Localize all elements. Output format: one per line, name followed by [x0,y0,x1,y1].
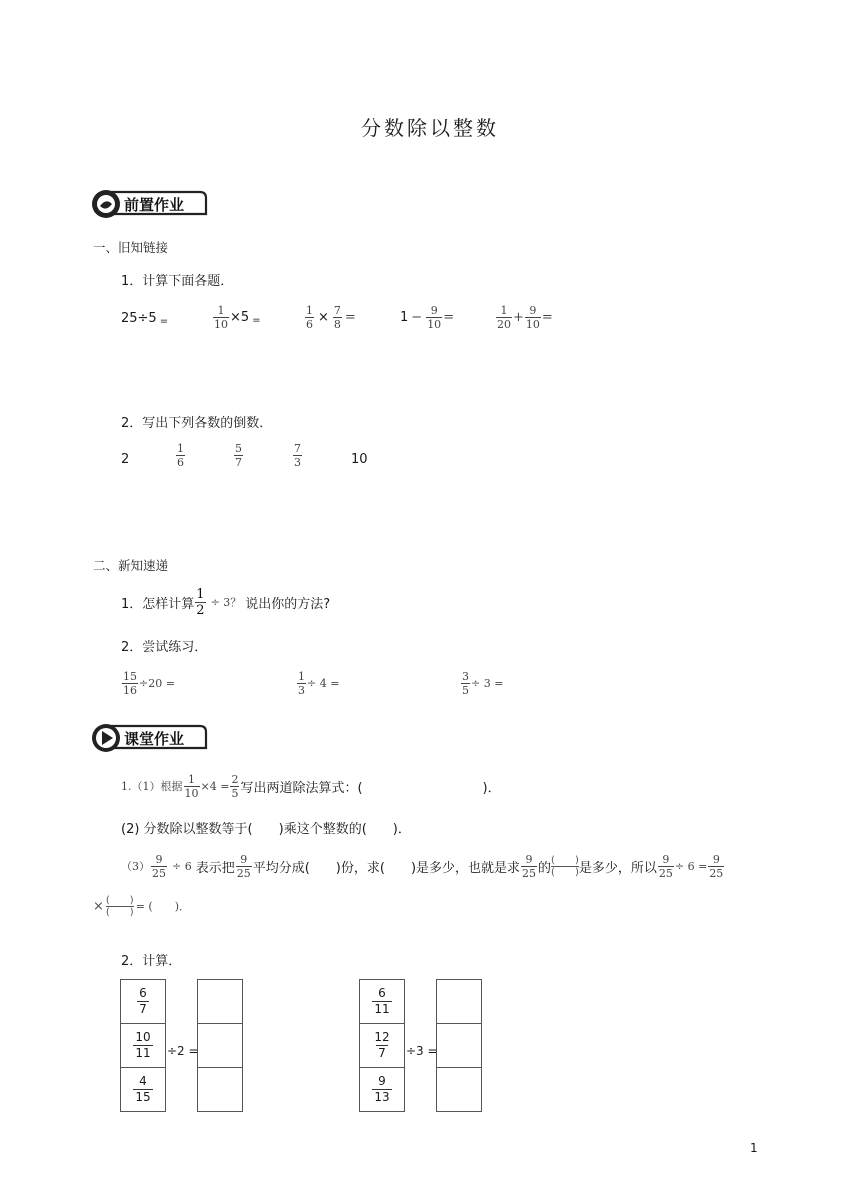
q3-how-to-calc: 1．怎样计算 $\frac{1}{2}$ ÷ 3？ 说出你的方法? [121,586,331,618]
try-expr-1: $\frac{15}{16}$ ÷20 = [123,669,175,697]
answer-table [436,979,482,1112]
banner1-label: 前置作业 [124,196,185,214]
answer-cell[interactable] [198,980,243,1024]
expr-4: 1 − $\frac{9}{10}$ = [400,303,455,331]
section-title-new: 二、新知速递 [93,558,169,573]
fraction: $\frac{1}{10}$ [214,303,228,331]
page-title: 分数除以整数 [361,116,499,140]
class-q1-3-cont: × $\frac{( )}{( )}$ = ( )． [93,894,191,918]
fraction-table: $\frac{6}{7}$ $\frac{10}{11}$ $\frac{4}{15}$ [120,979,166,1112]
banner-preview-homework [90,188,210,224]
section-title-review: 一、旧知链接 [93,240,169,255]
expr-2: $\frac{1}{10}$ ×5 = [214,303,261,331]
reciprocal-item: 10 [351,452,368,467]
q4-label: 2．尝试练习． [121,640,208,655]
reciprocal-item: $\frac{5}{7}$ [235,442,242,469]
answer-cell[interactable] [198,1068,243,1112]
q2-label: 2．写出下列各数的倒数． [121,416,273,431]
answer-cell[interactable] [437,1068,482,1112]
expr-5: $\frac{1}{20}$ + $\frac{9}{10}$ = [497,303,553,331]
reciprocal-item: $\frac{1}{6}$ [177,442,184,469]
q1-label: 1．计算下面各题． [121,274,234,289]
class-q2-label: 2．计算． [121,954,182,969]
expr-3: $\frac{1}{6}$ × $\frac{7}{8}$ = [306,303,356,331]
try-expr-3: $\frac{3}{5}$ ÷ 3 = [462,669,504,697]
answer-cell[interactable] [198,1024,243,1068]
banner2-label: 课堂作业 [124,730,185,748]
answer-cell[interactable] [437,980,482,1024]
divide-label: ÷3 = [406,1044,438,1058]
class-q1-1: 1. （1）根据 $\frac{1}{10}$ ×4 = $\frac{2}{5}$ 写出两道除法算式：( )． [121,772,501,800]
play-icon [90,722,210,754]
class-q1-3: （3） $\frac{9}{25}$ ÷ 6 表示把 $\frac{9}{25}$ 平均分成( )份，求( )是多少，也就是求 $\frac{9}{25}$ 的 $\frac{( )}{( )}$ 是多少，所以 $\frac{9}{25}$ ÷ 6 = $\frac{9}{25}$ [121,852,724,880]
answer-table [197,979,243,1112]
banner-badge-icon [90,188,210,220]
divide-label: ÷2 = [167,1044,199,1058]
fraction-table: $\frac{6}{11}$ $\frac{12}{7}$ $\frac{9}{13}$ [359,979,405,1112]
try-expr-2: $\frac{1}{3}$ ÷ 4 = [298,669,340,697]
class-q1-2: (2) 分数除以整数等于( )乘这个整数的( )． [121,822,411,837]
expr-1: 25÷5 = [121,310,169,327]
banner-class-homework [90,722,210,758]
reciprocal-item: 2 [121,452,130,467]
page-number: 1 [750,1141,758,1155]
reciprocal-item: $\frac{7}{3}$ [294,442,301,469]
answer-cell[interactable] [437,1024,482,1068]
